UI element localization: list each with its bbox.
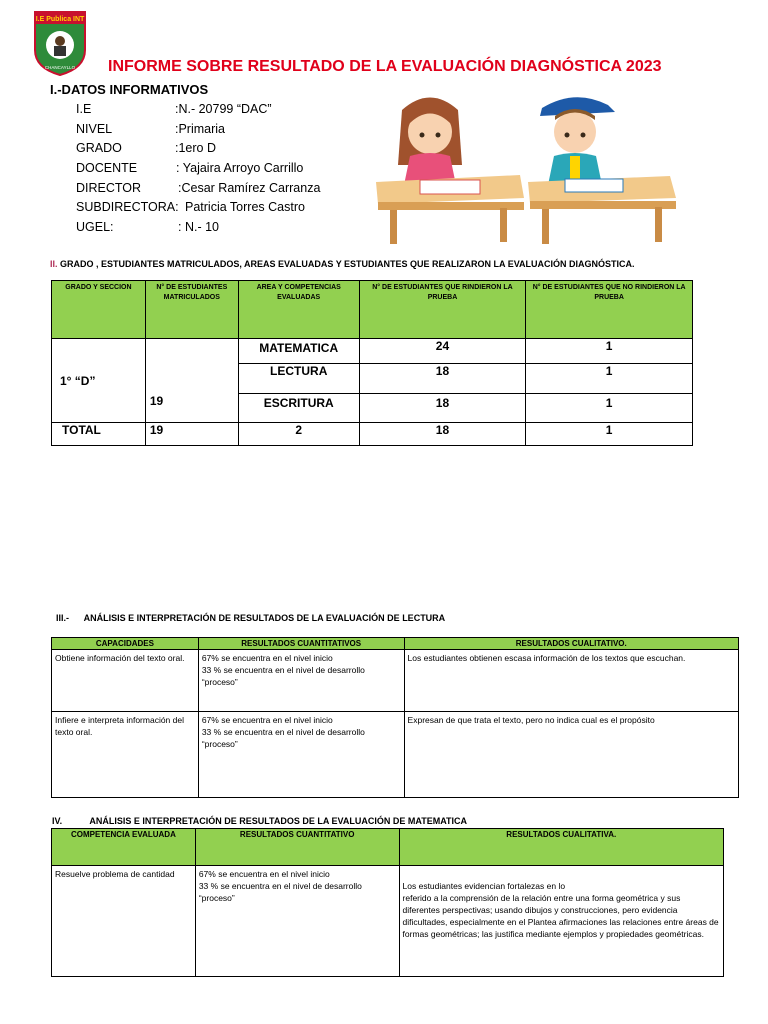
- datos-value: :N.- 20799 “DAC”: [175, 102, 272, 116]
- datos-label: UGEL:: [76, 220, 114, 235]
- col-header: RESULTADOS CUALITATIVO.: [404, 638, 738, 650]
- col-header: N° DE ESTUDIANTES MATRICULADOS: [145, 281, 238, 339]
- cuantitativo-line: 33 % se encuentra en el nivel de desarrollo “proceso”: [198, 881, 362, 903]
- table-row: [52, 712, 739, 798]
- datos-value: : N.- 10: [178, 220, 219, 235]
- col-header: RESULTADOS CUANTITATIVO: [195, 829, 399, 866]
- matriculados-cell: [145, 339, 238, 423]
- school-logo: [33, 10, 87, 76]
- section3-title: ANÁLISIS E INTERPRETACIÓN DE RESULTADOS DE LA EVALUACIÓN DE LECTURA: [83, 613, 446, 623]
- total-rindieron: 18: [359, 423, 526, 446]
- section4-number: IV.: [52, 816, 63, 826]
- datos-label: NIVEL: [76, 121, 113, 136]
- area-cell: MATEMATICA: [238, 339, 359, 364]
- summary-table: [51, 280, 693, 446]
- capacidad-cell: Infiere e interpreta información del texto oral.: [52, 712, 199, 798]
- table-row: [52, 339, 693, 364]
- section2-title: GRADO , ESTUDIANTES MATRICULADOS, AREAS EVALUADAS Y ESTUDIANTES QUE REALIZARON LA EVALUACIÓN DIAGNÓSTICA.: [60, 259, 635, 269]
- rindieron-cell: 18: [359, 364, 526, 394]
- section2-number: II.: [50, 259, 58, 269]
- col-header: RESULTADOS CUANTITATIVOS: [198, 638, 404, 650]
- total-areas: 2: [238, 423, 359, 446]
- col-header: N° DE ESTUDIANTES QUE NO RINDIERON LA PRUEBA: [526, 281, 693, 339]
- rindieron-cell: 18: [359, 394, 526, 423]
- section4-title: ANÁLISIS E INTERPRETACIÓN DE RESULTADOS DE LA EVALUACIÓN DE MATEMATICA: [89, 816, 468, 826]
- datos-label: SUBDIRECTORA:: [76, 200, 179, 215]
- competencia-cell: Resuelve problema de cantidad: [52, 866, 196, 977]
- grado-cell: [52, 339, 146, 423]
- cualitativo-line: Los estudiantes evidencian fortalezas en lo: [402, 881, 566, 891]
- col-header: COMPETENCIA EVALUADA: [52, 829, 196, 866]
- section3-number: III.-: [56, 613, 69, 623]
- col-header: RESULTADOS CUALITATIVA.: [399, 829, 723, 866]
- col-header: GRADO Y SECCION: [52, 281, 146, 339]
- total-row: [52, 423, 693, 446]
- logo-bottom: CHANCAYLLO: [44, 65, 76, 70]
- total-label: TOTAL: [52, 423, 146, 446]
- no-rindieron-cell: 1: [526, 339, 693, 364]
- section2-heading: [50, 259, 635, 269]
- datos-value: :1ero D: [175, 141, 216, 156]
- cuantitativo-line: 33 % se encuentra en el nivel de desarrollo “proceso”: [201, 665, 365, 687]
- students-illustration: [370, 90, 682, 245]
- table-row: [52, 866, 724, 977]
- cuantitativo-line: 67% se encuentra en el nivel inicio: [201, 653, 333, 663]
- col-header: N° DE ESTUDIANTES QUE RINDIERON LA PRUEBA: [359, 281, 526, 339]
- cualitativo-line: referido a la comprensión de la relación entre una forma geométrica y sus diferentes perspectivas; usando dibujos y construcciones, pero evidencia dificultades, especialmente en el Plantea afirmaciones las relaciones entre áreas de formas geométricas; las justifica mediante ejemplos y propiedades geométricas.: [402, 893, 719, 939]
- grado-value: 1° “D”: [60, 373, 96, 388]
- cualitativo-cell: Los estudiantes obtienen escasa información de los textos que escuchan.: [404, 650, 738, 712]
- matriculados-value: 19: [149, 394, 164, 408]
- cuantitativo-line: 33 % se encuentra en el nivel de desarrollo “proceso”: [201, 727, 365, 749]
- cuantitativo-cell: [198, 712, 404, 798]
- area-cell: LECTURA: [238, 364, 359, 394]
- total-matriculados: 19: [145, 423, 238, 446]
- rindieron-cell: 24: [359, 339, 526, 364]
- total-no-rindieron: 1: [526, 423, 693, 446]
- no-rindieron-cell: 1: [526, 394, 693, 423]
- no-rindieron-cell: 1: [526, 364, 693, 394]
- datos-label: DOCENTE: [76, 161, 138, 176]
- datos-heading: I.-DATOS INFORMATIVOS: [50, 82, 209, 97]
- table-header-row: [52, 281, 693, 339]
- table-header-row: [52, 829, 724, 866]
- cualitativo-cell: Expresan de que trata el texto, pero no indica cual es el propósito: [404, 712, 738, 798]
- col-header: CAPACIDADES: [52, 638, 199, 650]
- datos-value: Patricia Torres Castro: [185, 200, 305, 215]
- datos-value: : Yajaira Arroyo Carrillo: [176, 161, 304, 176]
- lectura-table: [51, 637, 739, 798]
- cuantitativo-line: 67% se encuentra en el nivel inicio: [198, 869, 330, 879]
- datos-value: :Cesar Ramírez Carranza: [178, 180, 321, 195]
- table-row: [52, 650, 739, 712]
- col-header: AREA Y COMPETENCIAS EVALUADAS: [238, 281, 359, 339]
- matematica-table: [51, 828, 724, 977]
- datos-label: I.E: [76, 102, 92, 116]
- cualitativo-cell: [399, 866, 723, 977]
- section3-heading: [56, 613, 445, 623]
- datos-value: :Primaria: [175, 121, 226, 136]
- datos-label: DIRECTOR: [76, 180, 142, 195]
- capacidad-cell: Obtiene información del texto oral.: [52, 650, 199, 712]
- table-header-row: [52, 638, 739, 650]
- cuantitativo-line: 67% se encuentra en el nivel inicio: [201, 715, 333, 725]
- datos-label: GRADO: [76, 141, 122, 156]
- section4-heading: [52, 816, 467, 826]
- logo-text: I.E Publica INT: [35, 16, 85, 23]
- page-title: INFORME SOBRE RESULTADO DE LA EVALUACIÓN DIAGNÓSTICA 2023: [108, 58, 662, 75]
- area-cell: ESCRITURA: [238, 394, 359, 423]
- cuantitativo-cell: [198, 650, 404, 712]
- cuantitativo-cell: [195, 866, 399, 977]
